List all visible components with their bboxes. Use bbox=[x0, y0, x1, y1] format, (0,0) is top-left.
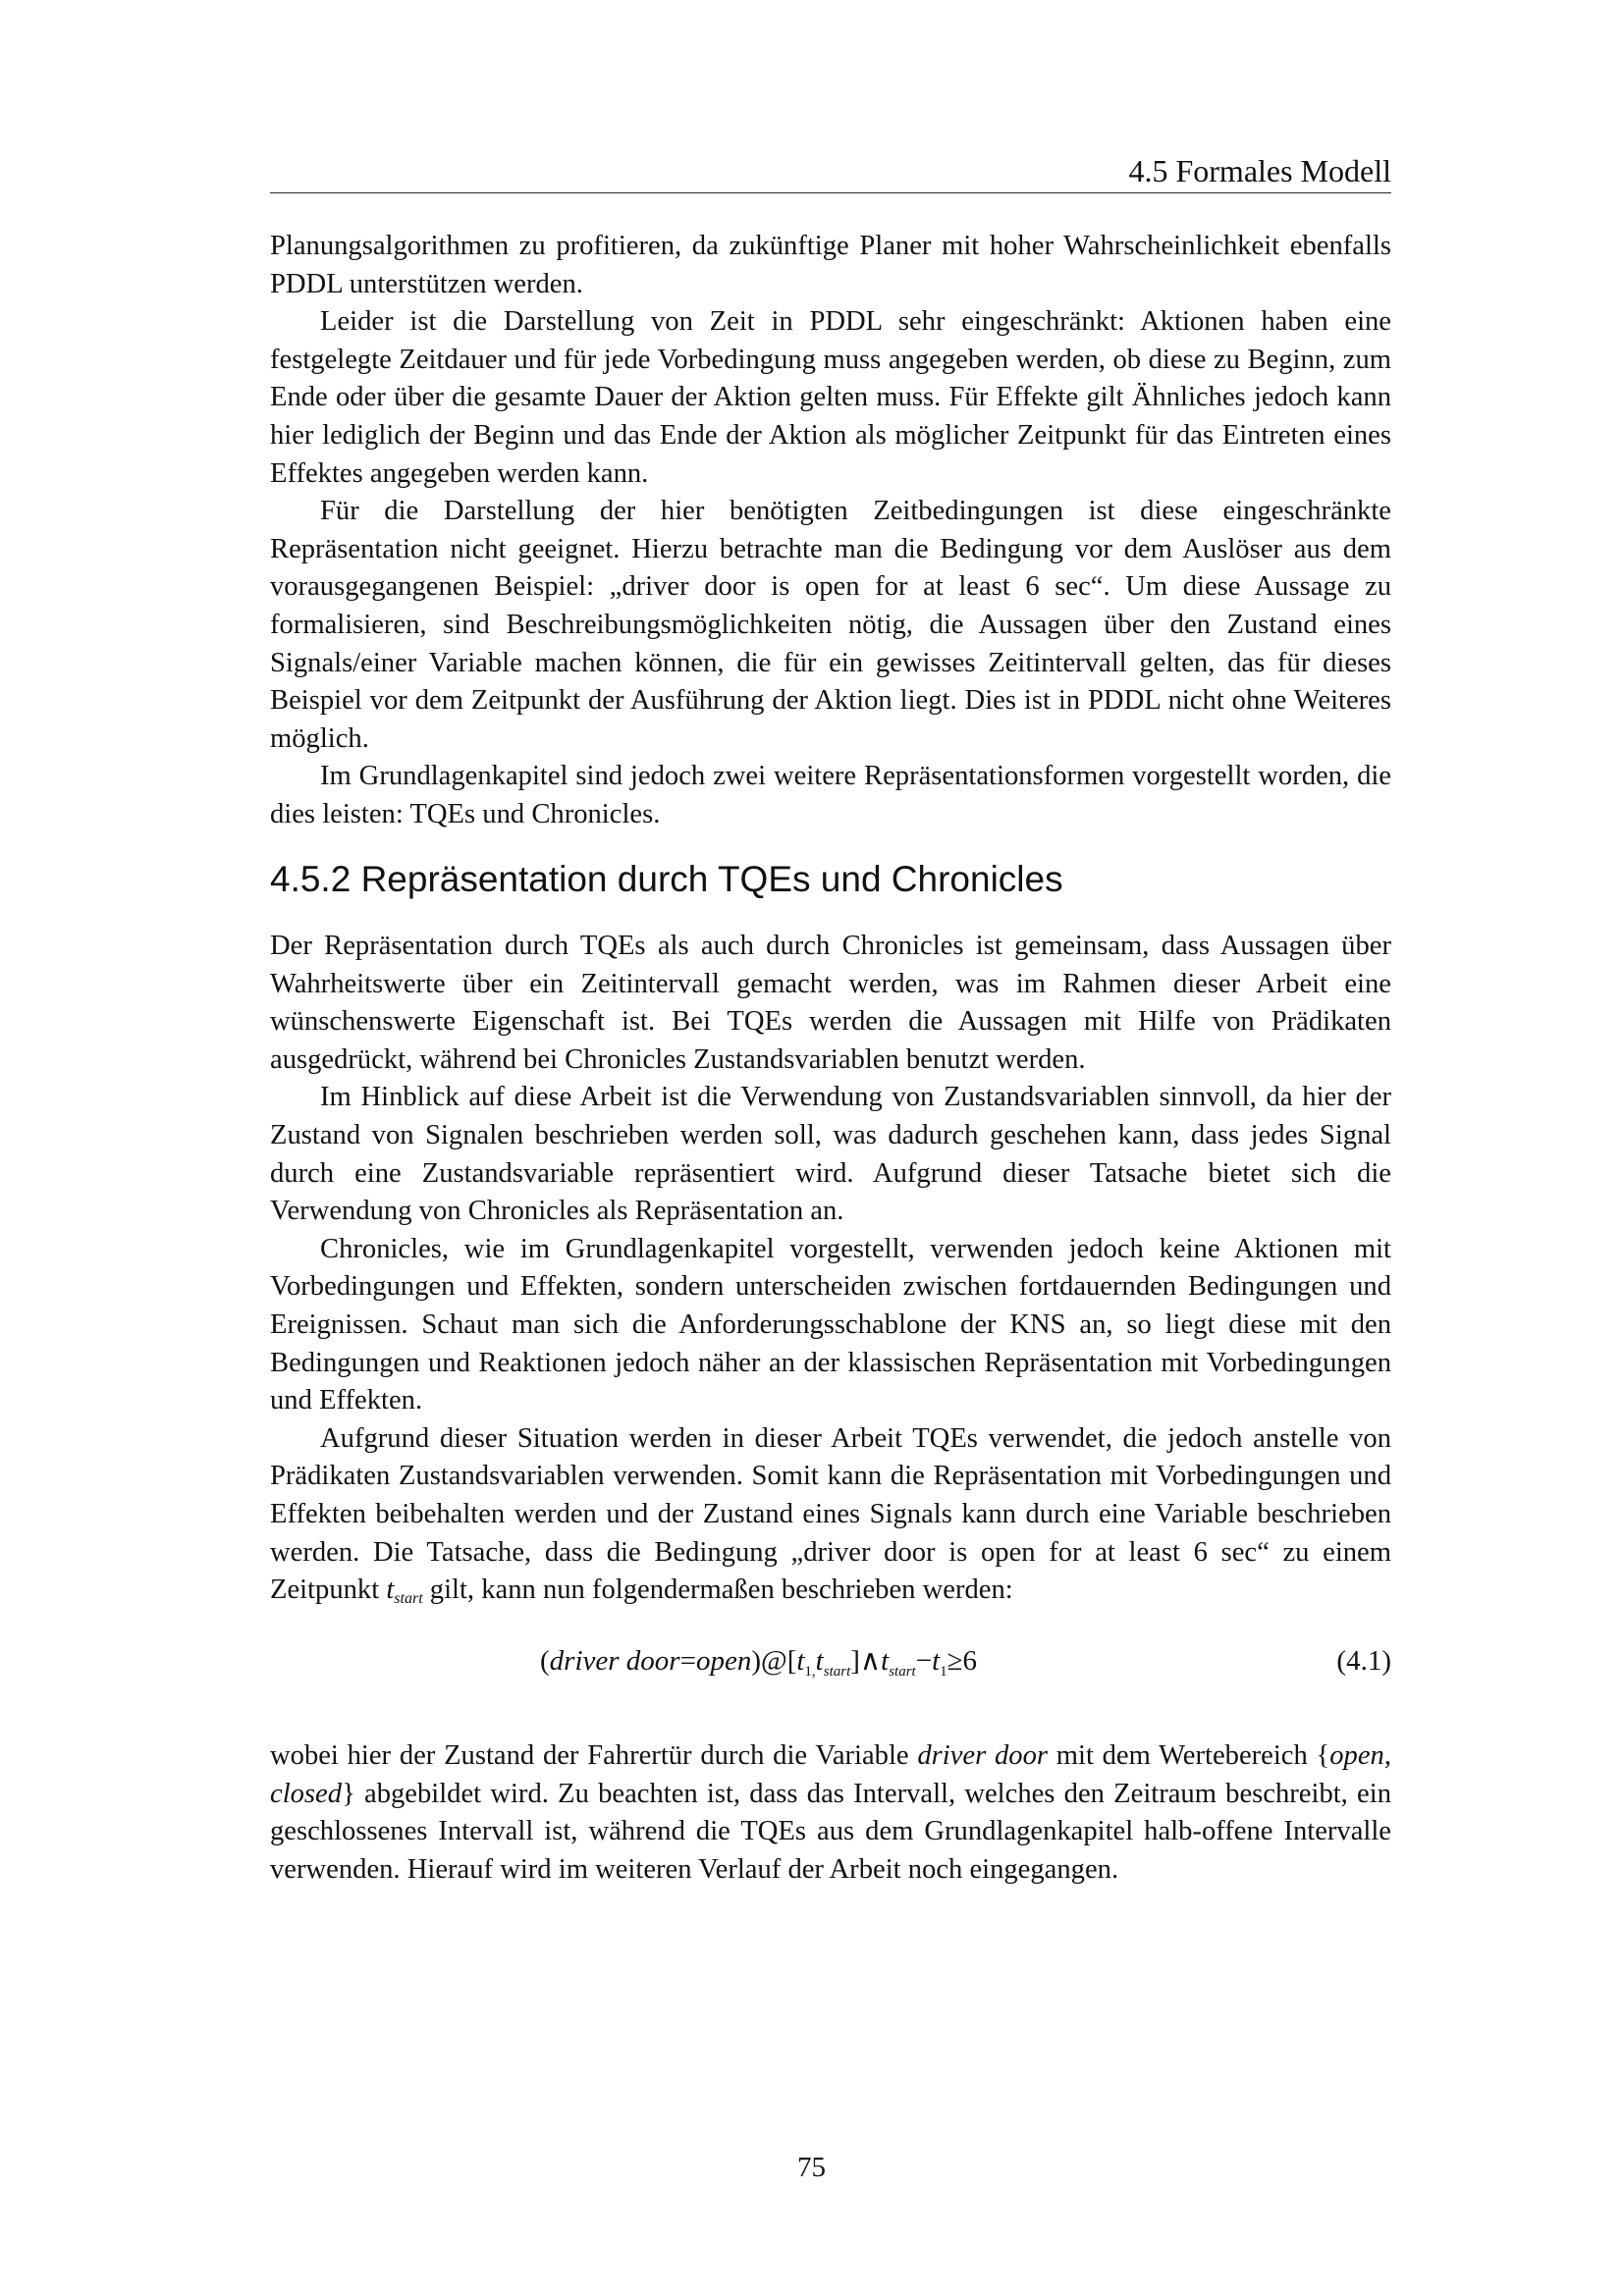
equation-4-1 bbox=[540, 1641, 977, 1681]
paragraph: Chronicles, wie im Grundlagenkapitel vorgestellt, verwenden jedoch keine Aktionen mit Vorbedingungen und Effekten, sondern unterscheiden zwischen fortdauernden Bedingungen und Ereignissen. Schaut man sich die Anforderungsschablone der KNS an, so liegt diese mit den Bedingungen und Reaktionen jedoch näher an der klassischen Repräsentation mit Vorbedingungen und Effekten. bbox=[270, 1233, 1391, 1416]
equation-minus: − bbox=[915, 1645, 933, 1677]
inline-variable-t: t bbox=[386, 1575, 395, 1606]
equation-geq-six: ≥6 bbox=[947, 1645, 978, 1677]
paragraph: Leider ist die Darstellung von Zeit in PDDL sehr eingeschränkt: Aktionen haben eine festgelegte Zeitdauer und für jede Vorbedingung muss angegeben werden, ob diese zu Beginn, zum Ende oder über die gesamte Dauer der Aktion gelten muss. Für Effekte gilt Ähnliches jedoch kann hier lediglich der Beginn und das Ende der Aktion als möglicher Zeitpunkt für das Eintreten eines Effektes angegeben werden kann. bbox=[270, 306, 1391, 489]
equation-value: open bbox=[695, 1645, 752, 1677]
section-heading: 4.5.2 Repräsentation durch TQEs und Chronicles bbox=[270, 859, 1063, 899]
paragraph-text: Aufgrund dieser Situation werden in dieser Arbeit TQEs verwendet, die jedoch anstelle von Prädikaten Zustandsvariablen verwenden. Somit kann die Repräsentation mit Vorbedingungen und Effekten beibehalten werden und der Zustand eines Signals kann durch eine Variable beschrieben werden. Die Tatsache, dass die Bedingung „driver door is open for at least 6 sec“ zu einem Zeitpunkt bbox=[270, 1422, 1391, 1606]
text-block-section bbox=[270, 928, 1391, 1610]
inline-value-closed: closed bbox=[270, 1778, 343, 1809]
paragraph: Der Repräsentation durch TQEs als auch durch Chronicles ist gemeinsam, dass Aussagen über Wahrheitswerte über ein Zeitintervall gemacht werden, was im Rahmen dieser Arbeit eine wünschenswerte Eigenschaft ist. Bei TQEs werden die Aussagen mit Hilfe von Prädikaten ausgedrückt, während bei Chronicles Zustandsvariablen benutzt werden. bbox=[270, 931, 1391, 1075]
inline-variable-subscript: start bbox=[394, 1590, 423, 1608]
equation-sub-start: start bbox=[823, 1664, 851, 1680]
running-header bbox=[270, 147, 1391, 193]
equation-tstart: t bbox=[815, 1645, 824, 1677]
paragraph-text: mit dem Wertebereich { bbox=[1055, 1740, 1330, 1771]
equation-number: (4.1) bbox=[1336, 1645, 1391, 1677]
text-block-before-section bbox=[270, 228, 1391, 834]
paragraph-text: wobei hier der Zustand der Fahrertür durch die Variable bbox=[270, 1740, 909, 1771]
inline-variable-driver-door: driver door bbox=[917, 1740, 1049, 1771]
paragraph-with-inline-variable bbox=[270, 1420, 1391, 1610]
paragraph-text: } abgebildet wird. Zu beachten ist, dass das Intervall, welches den Zeitraum beschreibt, ein geschlossenes Intervall ist, während die TQEs aus dem Grundlagenkapitel halb-offene Intervalle verwenden. Hierauf wird im weiteren Verlauf der Arbeit noch eingegangen. bbox=[270, 1778, 1391, 1885]
paragraph: Im Grundlagenkapitel sind jedoch zwei weitere Repräsentationsformen vorgestellt worden, die dies leisten: TQEs und Chronicles. bbox=[270, 761, 1391, 829]
equation-t1-2: t bbox=[932, 1645, 941, 1677]
equation-at-interval: )@[ bbox=[751, 1645, 797, 1677]
equation-tstart-2: t bbox=[881, 1645, 890, 1677]
paragraph: Planungsalgorithmen zu profitieren, da zukünftige Planer mit hoher Wahrscheinlichkeit ebenfalls PDDL unterstützen werden. bbox=[270, 231, 1391, 299]
page-number: 75 bbox=[797, 2152, 826, 2183]
paragraph: Für die Darstellung der hier benötigten Zeitbedingungen ist diese eingeschränkte Repräsentation nicht geeignet. Hierzu betrachte man die Bedingung vor dem Auslöser aus dem vorausgegangenen Beispiel: „driver door is open for at least 6 sec“. Um diese Aussage zu formalisieren, sind Beschreibungsmöglichkeiten nötig, die Aussagen über den Zustand eines Signals/einer Variable machen können, die für ein gewisses Zeitintervall gelten, das für dieses Beispiel vor dem Zeitpunkt der Ausführung der Aktion liegt. Dies ist in PDDL nicht ohne Weiteres möglich. bbox=[270, 496, 1391, 754]
equation-variable: driver door bbox=[549, 1645, 680, 1677]
equation-paren: ( bbox=[540, 1645, 550, 1677]
equation-sub-start-2: start bbox=[889, 1664, 916, 1680]
equation-sub-one: 1 bbox=[940, 1664, 947, 1680]
paragraph-text-end: gilt, kann nun folgendermaßen beschrieben werden: bbox=[429, 1575, 1013, 1606]
inline-value-open: open bbox=[1329, 1740, 1384, 1771]
equation-t1: t bbox=[796, 1645, 805, 1677]
equation-and: ]∧ bbox=[850, 1645, 882, 1677]
paragraph-comma: , bbox=[1383, 1740, 1391, 1771]
paragraph-after-equation bbox=[270, 1737, 1391, 1889]
running-head-title: 4.5 Formales Modell bbox=[1128, 153, 1391, 188]
equation-sub-1: 1, bbox=[804, 1664, 816, 1680]
paragraph: Im Hinblick auf diese Arbeit ist die Verwendung von Zustandsvariablen sinnvoll, da hier der Zustand von Signalen beschrieben werden soll, was dadurch geschehen kann, dass jedes Signal durch eine Zustandsvariable repräsentiert wird. Aufgrund dieser Tatsache bietet sich die Verwendung von Chronicles als Repräsentation an. bbox=[270, 1082, 1391, 1227]
equation-equals: = bbox=[679, 1645, 696, 1677]
text-block-after-equation bbox=[270, 1737, 1391, 1889]
